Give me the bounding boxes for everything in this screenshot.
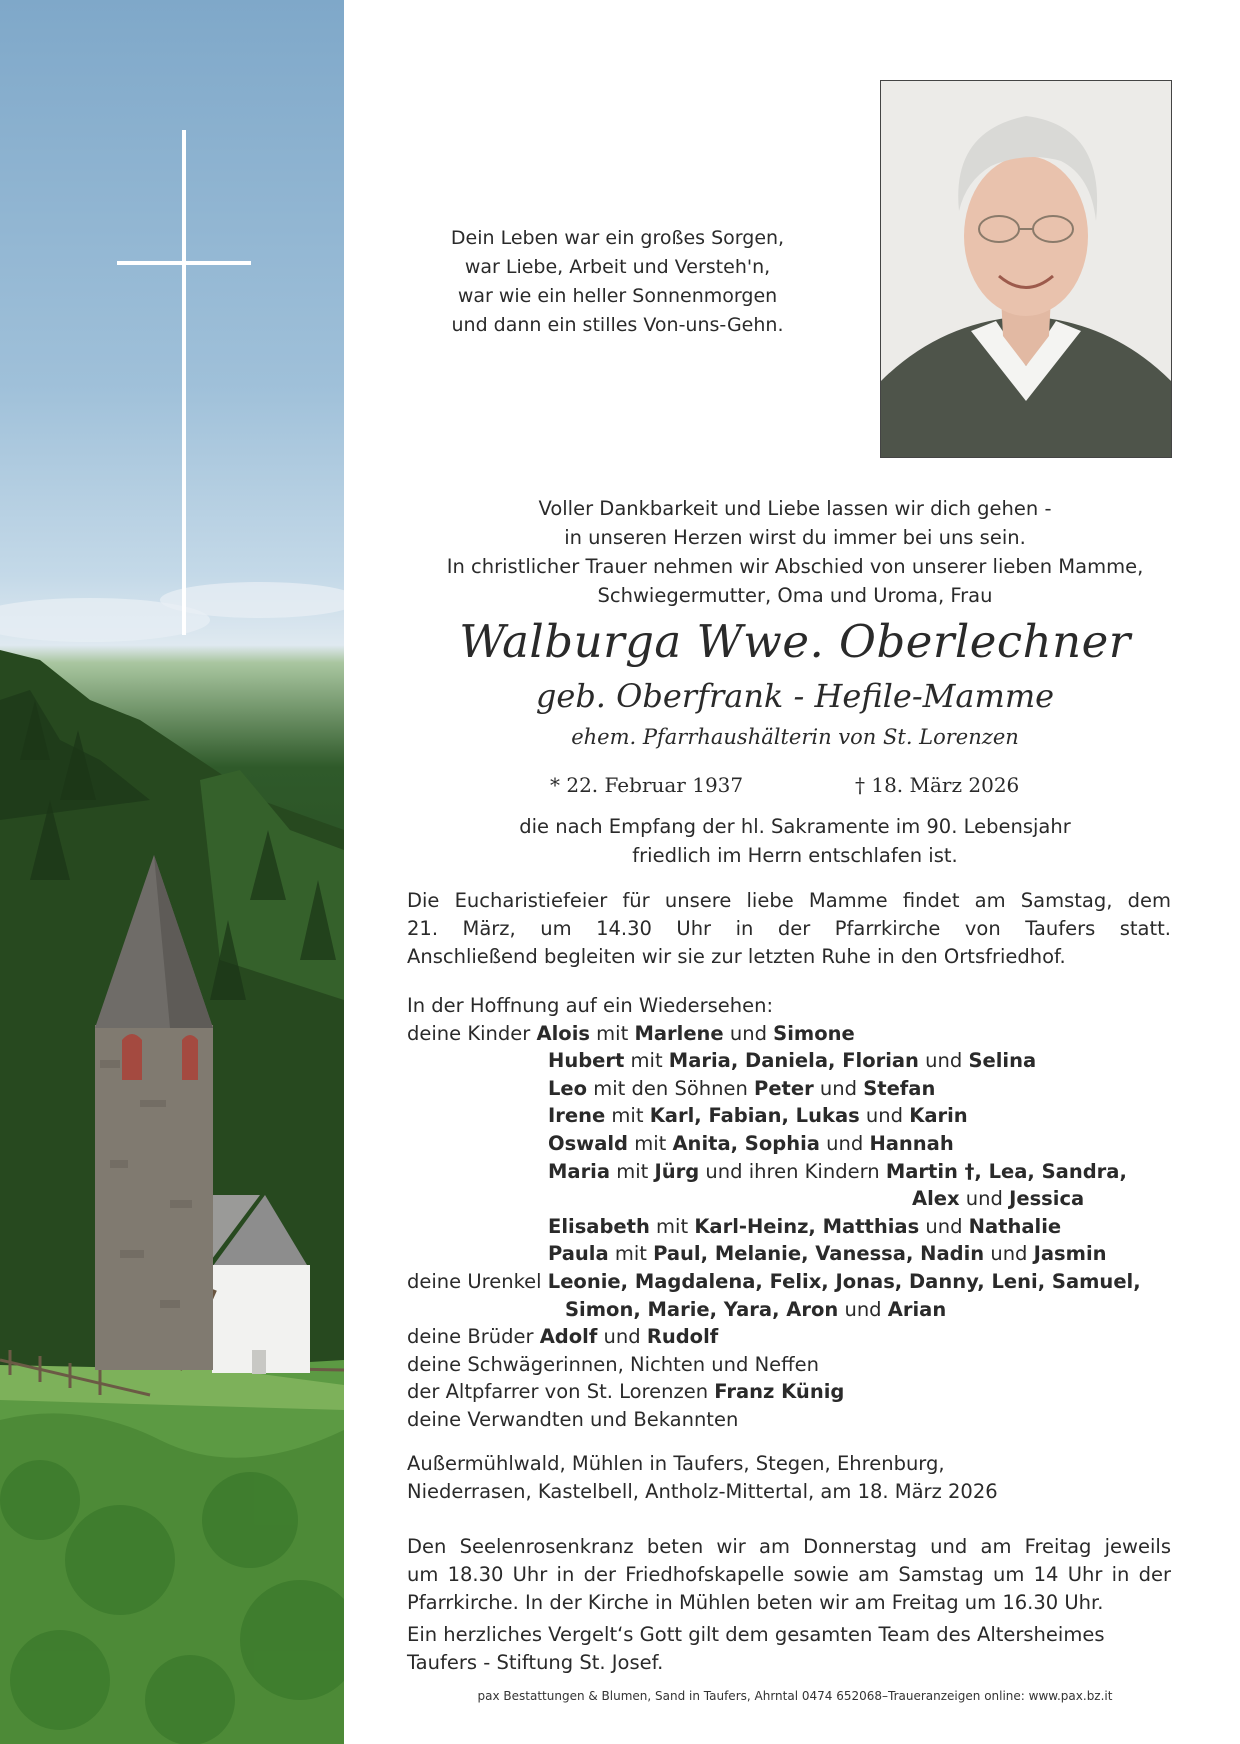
mourner-name: Simon, Marie, Yara, Aron [565,1297,839,1321]
mourner-name: Arian [887,1297,947,1321]
mourner-name: Maria [548,1159,611,1183]
footer-credit: pax Bestattungen & Blumen, Sand in Taufers, Ahrntal 0474 652068–Traueranzeigen online: www.pax.bz.it [477,1689,1113,1703]
mourner-name: Franz Künig [714,1380,845,1404]
mourner-name: Selina [968,1049,1037,1073]
thanks-line: Taufers - Stiftung St. Josef. [407,1651,664,1674]
mourner-name: Elisabeth [548,1214,650,1238]
places-text [407,1450,1171,1506]
mourner-name: Jessica [1009,1187,1085,1211]
mourner-name: Hubert [548,1049,625,1073]
mourner-name: Karl-Heinz, Matthias [694,1214,920,1238]
mourner-text: mit [605,1104,650,1128]
sacrament-line: friedlich im Herrn entschlafen ist. [632,844,958,867]
mourner-row [407,1296,1207,1324]
intro-line: In christlicher Trauer nehmen wir Abschied von unserer lieben Mamme, [446,555,1144,578]
mourner-text: und [919,1214,969,1238]
funeral-mass-text [407,887,1171,971]
mourner-row [407,1185,1207,1213]
mourner-name: Rudolf [646,1325,719,1349]
mourner-name: Peter [754,1076,814,1100]
poem-line: Dein Leben war ein großes Sorgen, [450,227,785,249]
mourner-text: und [959,1187,1010,1211]
mourner-text: deine Urenkel [407,1269,548,1293]
mourner-text: und [723,1021,774,1045]
mourner-row [407,1047,1207,1075]
mourner-name: Maria, Daniela, Florian [668,1049,919,1073]
mourner-row [407,1323,1207,1351]
mass-line: Die Eucharistiefeier für unsere liebe Mamme findet am Samstag, dem [407,889,1171,912]
mourner-text: mit [589,1021,635,1045]
rosary-line: Den Seelenrosenkranz beten wir am Donnerstag und am Freitag jeweils [407,1535,1171,1558]
mourner-row [407,1351,1207,1379]
mourners-list [407,992,1207,1434]
mourner-text: mit [608,1242,654,1266]
mourner-text: mit den Söhnen [587,1076,755,1100]
mourner-name: Irene [548,1104,606,1128]
mourner-text: mit [610,1159,655,1183]
deceased-maiden-name: geb. Oberfrank - Hefile-Mamme [535,677,1055,715]
poem-line: und dann ein stilles Von-uns-Gehn. [451,314,784,336]
landscape-strip [0,0,344,1744]
mourner-name: Simone [773,1021,855,1045]
birth-date: * 22. Februar 1937 [550,773,744,797]
mourner-text: und [813,1076,864,1100]
mourner-row [407,1020,1207,1048]
mourner-row [407,1378,1207,1406]
mourner-name: Jürg [654,1159,700,1183]
mourner-name: Nathalie [968,1214,1062,1238]
rosary-text [407,1533,1171,1617]
mourner-text: und [838,1297,888,1321]
mourner-row [407,1213,1207,1241]
poem [380,224,855,340]
mass-line: 21. März, um 14.30 Uhr in der Pfarrkirche von Taufers statt. [407,917,1171,940]
thanks-text [407,1621,1171,1677]
mourner-name: Martin †, Lea, Sandra, [885,1159,1127,1183]
mourner-name: Paul, Melanie, Vanessa, Nadin [653,1242,985,1266]
mourner-text: und [819,1131,870,1155]
mourner-name: Alex [912,1187,960,1211]
thanks-line: Ein herzliches Vergelt‘s Gott gilt dem gesamten Team des Altersheimes [407,1623,1105,1646]
mourner-row [407,1268,1207,1296]
mourner-name: Adolf [539,1325,598,1349]
mourner-name: Karl, Fabian, Lukas [649,1104,860,1128]
mass-line: Anschließend begleiten wir sie zur letzten Ruhe in den Ortsfriedhof. [407,945,1066,968]
deceased-name: Walburga Wwe. Oberlechner [459,615,1131,668]
mourner-text: und [859,1104,910,1128]
intro-line: Voller Dankbarkeit und Liebe lassen wir dich gehen - [538,497,1052,520]
mourner-row [407,992,1207,1020]
mourner-row [407,1075,1207,1103]
deceased-occupation: ehem. Pfarrhaushälterin von St. Lorenzen [571,725,1019,749]
cross-vertical-bar [182,130,186,635]
mourner-row [407,1240,1207,1268]
mourner-row [407,1406,1207,1434]
places-line: Niederrasen, Kastelbell, Antholz-Mittertal, am 18. März 2026 [407,1480,998,1503]
mourner-name: Karin [909,1104,968,1128]
mourner-name: Jasmin [1033,1242,1107,1266]
mourner-name: Alois [536,1021,590,1045]
mourner-text: deine Schwägerinnen, Nichten und Neffen [407,1352,819,1376]
intro-line: Schwiegermutter, Oma und Uroma, Frau [597,584,993,607]
sacrament-line: die nach Empfang der hl. Sakramente im 90. Lebensjahr [519,815,1071,838]
mourner-row [407,1158,1207,1186]
places-line: Außermühlwald, Mühlen in Taufers, Stegen, Ehrenburg, [407,1452,945,1475]
sacrament-text [380,812,1210,870]
poem-line: war Liebe, Arbeit und Versteh'n, [464,256,771,278]
mourner-name: Paula [548,1242,609,1266]
mourner-text: und ihren Kindern [699,1159,886,1183]
mourner-name: Marlene [634,1021,724,1045]
mourner-text: und [597,1325,647,1349]
poem-line: war wie ein heller Sonnenmorgen [457,285,778,307]
mourner-name: Hannah [869,1131,954,1155]
mourner-text: mit [624,1049,669,1073]
mourner-row [407,1130,1207,1158]
portrait-illustration [881,81,1171,457]
intro-text [380,494,1210,610]
mourner-text: und [984,1242,1034,1266]
mourner-text: deine Kinder [407,1021,537,1045]
mourner-text: deine Brüder [407,1325,540,1349]
mourner-row [407,1102,1207,1130]
mourner-name: Leonie, Magdalena, Felix, Jonas, Danny, Leni, Samuel, [547,1269,1141,1293]
mourner-text: mit [628,1131,673,1155]
rosary-line: um 18.30 Uhr in der Friedhofskapelle sowie am Samstag um 14 Uhr in der [407,1563,1171,1586]
death-date: † 18. März 2026 [855,773,1020,797]
intro-line: in unseren Herzen wirst du immer bei uns sein. [564,526,1026,549]
mourner-text: der Altpfarrer von St. Lorenzen [407,1380,715,1404]
mourner-text: und [918,1049,969,1073]
mourner-name: Leo [548,1076,588,1100]
mourner-text: deine Verwandten und Bekannten [407,1407,739,1431]
mourner-text: mit [649,1214,695,1238]
rosary-line: Pfarrkirche. In der Kirche in Mühlen beten wir am Freitag um 16.30 Uhr. [407,1591,1104,1614]
cross-horizontal-bar [117,261,251,265]
portrait-photo [880,80,1172,458]
mourner-text: In der Hoffnung auf ein Wiedersehen: [407,994,774,1017]
mourner-name: Oswald [548,1131,628,1155]
mourner-name: Stefan [863,1076,936,1100]
mourner-name: Anita, Sophia [672,1131,820,1155]
